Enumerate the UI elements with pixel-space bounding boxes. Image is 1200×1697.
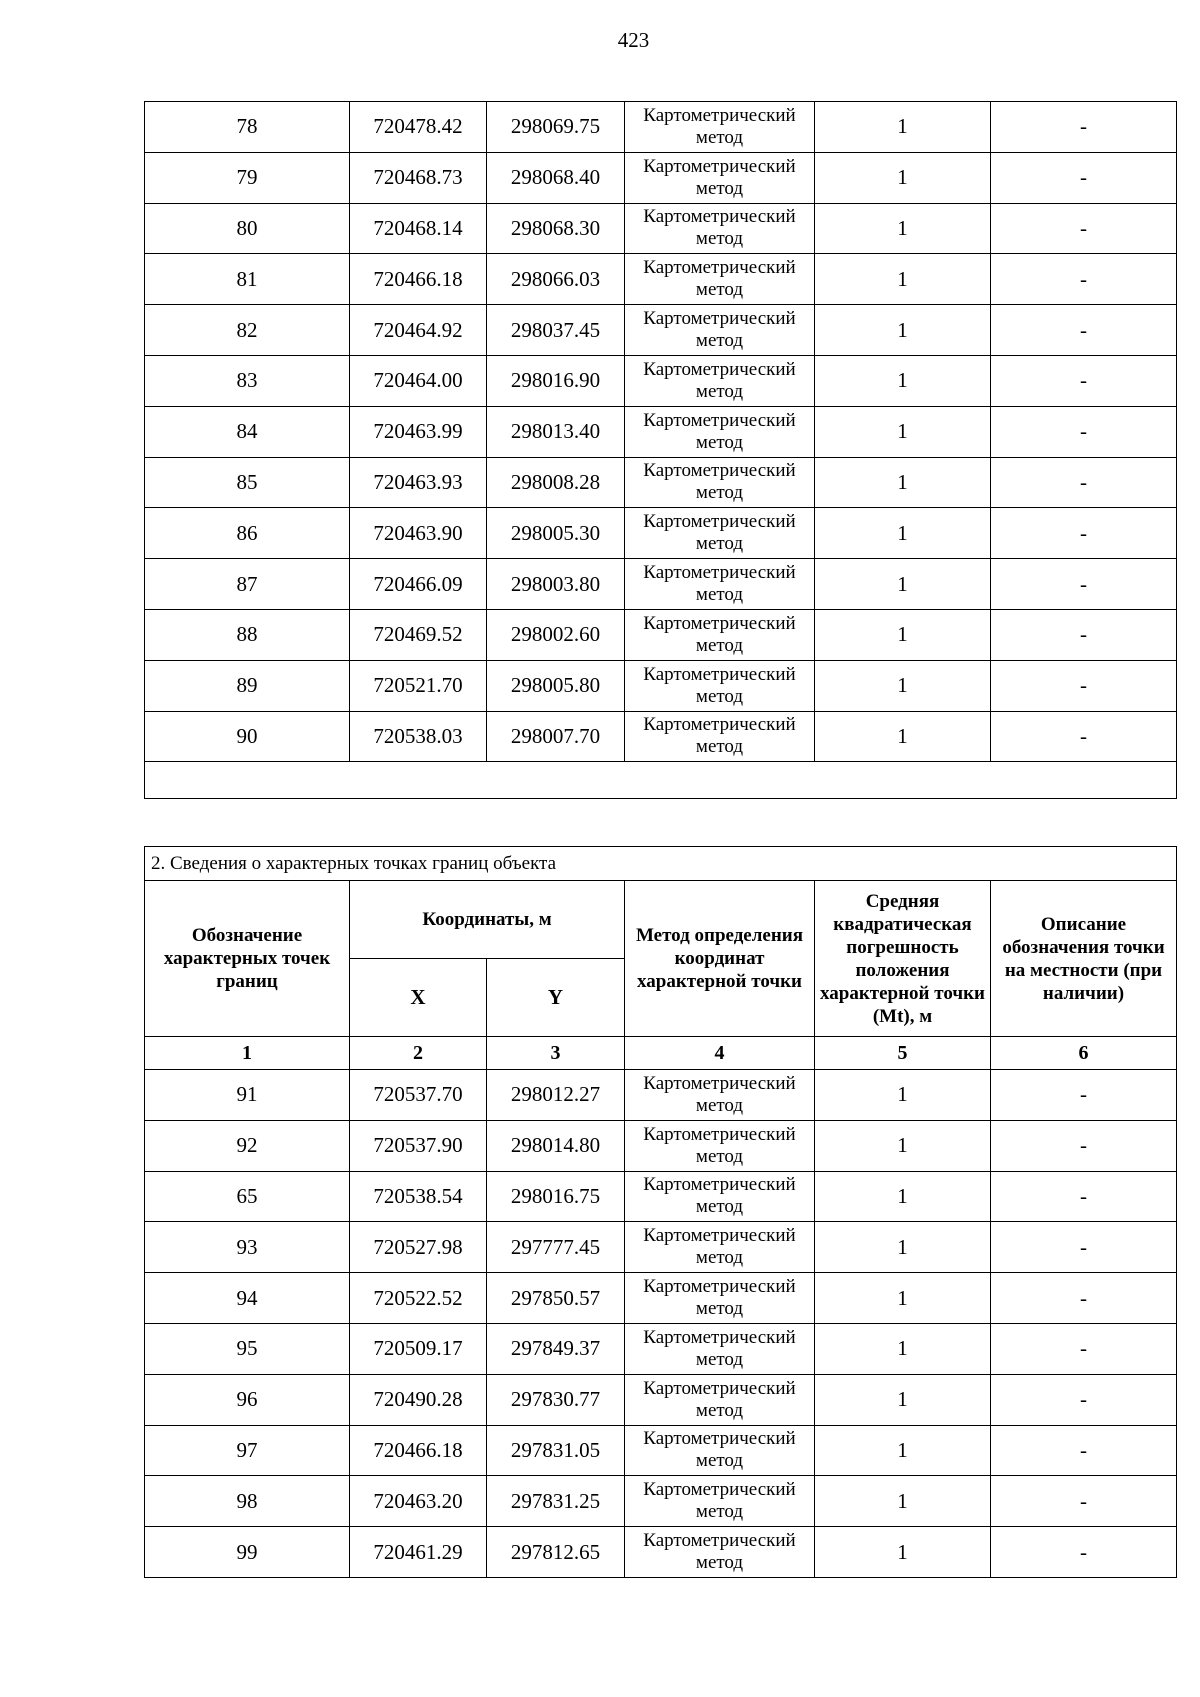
table-row — [145, 457, 1177, 508]
column-number: 1 — [145, 1037, 350, 1070]
cell-method: Картометрический метод — [625, 1527, 815, 1578]
cell-x: 720509.17 — [350, 1323, 487, 1374]
cell-x: 720463.93 — [350, 457, 487, 508]
cell-point-number: 86 — [145, 508, 350, 559]
cell-error: 1 — [815, 1425, 991, 1476]
cell-x: 720478.42 — [350, 102, 487, 153]
table-row — [145, 355, 1177, 406]
cell-error: 1 — [815, 609, 991, 660]
cell-description: - — [991, 1120, 1177, 1171]
cell-method: Картометрический метод — [625, 1323, 815, 1374]
cell-method: Картометрический метод — [625, 660, 815, 711]
cell-x: 720522.52 — [350, 1273, 487, 1324]
cell-method: Картометрический метод — [625, 609, 815, 660]
cell-point-number: 82 — [145, 305, 350, 356]
cell-error: 1 — [815, 1374, 991, 1425]
cell-point-number: 83 — [145, 355, 350, 406]
cell-x: 720463.20 — [350, 1476, 487, 1527]
cell-point-number: 65 — [145, 1171, 350, 1222]
cell-point-number: 94 — [145, 1273, 350, 1324]
header-x: X — [350, 959, 487, 1037]
cell-method: Картометрический метод — [625, 1374, 815, 1425]
cell-method: Картометрический метод — [625, 1222, 815, 1273]
cell-description: - — [991, 457, 1177, 508]
cell-x: 720538.03 — [350, 711, 487, 762]
cell-description: - — [991, 1425, 1177, 1476]
cell-error: 1 — [815, 1120, 991, 1171]
cell-error: 1 — [815, 1171, 991, 1222]
table-row — [145, 1323, 1177, 1374]
cell-error: 1 — [815, 1222, 991, 1273]
cell-point-number: 96 — [145, 1374, 350, 1425]
cell-point-number: 98 — [145, 1476, 350, 1527]
cell-y: 298008.28 — [487, 457, 625, 508]
cell-y: 297831.05 — [487, 1425, 625, 1476]
table-row — [145, 1527, 1177, 1578]
cell-description: - — [991, 559, 1177, 610]
cell-method: Картометрический метод — [625, 457, 815, 508]
column-number: 5 — [815, 1037, 991, 1070]
cell-x: 720466.18 — [350, 1425, 487, 1476]
cell-error: 1 — [815, 152, 991, 203]
cell-x: 720463.90 — [350, 508, 487, 559]
table-row — [145, 203, 1177, 254]
column-number: 4 — [625, 1037, 815, 1070]
cell-y: 298069.75 — [487, 102, 625, 153]
cell-error: 1 — [815, 508, 991, 559]
cell-description: - — [991, 1171, 1177, 1222]
table-row — [145, 711, 1177, 762]
table-row — [145, 1425, 1177, 1476]
cell-method: Картометрический метод — [625, 152, 815, 203]
cell-point-number: 79 — [145, 152, 350, 203]
table-row — [145, 406, 1177, 457]
cell-y: 298037.45 — [487, 305, 625, 356]
cell-error: 1 — [815, 1323, 991, 1374]
cell-x: 720466.18 — [350, 254, 487, 305]
cell-y: 297831.25 — [487, 1476, 625, 1527]
cell-y: 298016.75 — [487, 1171, 625, 1222]
cell-error: 1 — [815, 559, 991, 610]
cell-method: Картометрический метод — [625, 1070, 815, 1121]
cell-y: 298005.80 — [487, 660, 625, 711]
cell-y: 297849.37 — [487, 1323, 625, 1374]
cell-method: Картометрический метод — [625, 508, 815, 559]
cell-error: 1 — [815, 1273, 991, 1324]
table-row — [145, 254, 1177, 305]
cell-description: - — [991, 660, 1177, 711]
cell-description: - — [991, 406, 1177, 457]
cell-point-number: 90 — [145, 711, 350, 762]
cell-error: 1 — [815, 660, 991, 711]
cell-point-number: 91 — [145, 1070, 350, 1121]
cell-method: Картометрический метод — [625, 203, 815, 254]
cell-description: - — [991, 609, 1177, 660]
cell-point-number: 93 — [145, 1222, 350, 1273]
cell-point-number: 95 — [145, 1323, 350, 1374]
cell-description: - — [991, 508, 1177, 559]
table-row — [145, 559, 1177, 610]
cell-point-number: 89 — [145, 660, 350, 711]
cell-x: 720463.99 — [350, 406, 487, 457]
cell-x: 720527.98 — [350, 1222, 487, 1273]
cell-point-number: 78 — [145, 102, 350, 153]
cell-x: 720464.00 — [350, 355, 487, 406]
cell-error: 1 — [815, 457, 991, 508]
cell-method: Картометрический метод — [625, 1476, 815, 1527]
header-coordinates: Координаты, м — [350, 881, 625, 959]
column-number: 2 — [350, 1037, 487, 1070]
cell-y: 298014.80 — [487, 1120, 625, 1171]
cell-x: 720469.52 — [350, 609, 487, 660]
cell-error: 1 — [815, 1476, 991, 1527]
table-row — [145, 152, 1177, 203]
cell-point-number: 99 — [145, 1527, 350, 1578]
cell-description: - — [991, 152, 1177, 203]
cell-method: Картометрический метод — [625, 1171, 815, 1222]
cell-point-number: 84 — [145, 406, 350, 457]
cell-x: 720461.29 — [350, 1527, 487, 1578]
cell-y: 297777.45 — [487, 1222, 625, 1273]
boundary-points-table-continued — [144, 101, 1177, 799]
column-number: 3 — [487, 1037, 625, 1070]
table-row — [145, 508, 1177, 559]
header-y: Y — [487, 959, 625, 1037]
cell-point-number: 92 — [145, 1120, 350, 1171]
cell-description: - — [991, 102, 1177, 153]
cell-y: 297850.57 — [487, 1273, 625, 1324]
cell-description: - — [991, 1222, 1177, 1273]
cell-method: Картометрический метод — [625, 711, 815, 762]
cell-description: - — [991, 203, 1177, 254]
cell-x: 720468.14 — [350, 203, 487, 254]
cell-description: - — [991, 1374, 1177, 1425]
table-row — [145, 1120, 1177, 1171]
cell-x: 720538.54 — [350, 1171, 487, 1222]
cell-y: 298068.30 — [487, 203, 625, 254]
cell-method: Картометрический метод — [625, 559, 815, 610]
cell-x: 720521.70 — [350, 660, 487, 711]
cell-point-number: 85 — [145, 457, 350, 508]
boundary-points-table — [144, 846, 1177, 1578]
header-method: Метод определения координат характерной точки — [625, 881, 815, 1037]
cell-description: - — [991, 305, 1177, 356]
table-row — [145, 305, 1177, 356]
cell-error: 1 — [815, 711, 991, 762]
cell-y: 297812.65 — [487, 1527, 625, 1578]
cell-error: 1 — [815, 1527, 991, 1578]
cell-method: Картометрический метод — [625, 254, 815, 305]
cell-method: Картометрический метод — [625, 305, 815, 356]
table-row — [145, 660, 1177, 711]
cell-y: 297830.77 — [487, 1374, 625, 1425]
table-row — [145, 102, 1177, 153]
cell-method: Картометрический метод — [625, 1425, 815, 1476]
cell-error: 1 — [815, 102, 991, 153]
cell-description: - — [991, 1323, 1177, 1374]
empty-cell — [145, 762, 1177, 799]
cell-point-number: 80 — [145, 203, 350, 254]
cell-error: 1 — [815, 305, 991, 356]
table-title: 2. Сведения о характерных точках границ объекта — [145, 847, 1177, 881]
cell-description: - — [991, 254, 1177, 305]
cell-error: 1 — [815, 1070, 991, 1121]
cell-description: - — [991, 1273, 1177, 1324]
cell-x: 720490.28 — [350, 1374, 487, 1425]
cell-description: - — [991, 1476, 1177, 1527]
cell-y: 298002.60 — [487, 609, 625, 660]
table-row — [145, 1070, 1177, 1121]
cell-y: 298005.30 — [487, 508, 625, 559]
header-error: Средняя квадратическая погрешность положения характерной точки (Mt), м — [815, 881, 991, 1037]
cell-method: Картометрический метод — [625, 102, 815, 153]
cell-description: - — [991, 1527, 1177, 1578]
cell-error: 1 — [815, 355, 991, 406]
cell-error: 1 — [815, 254, 991, 305]
table-row — [145, 1374, 1177, 1425]
cell-x: 720466.09 — [350, 559, 487, 610]
header-designation: Обозначение характерных точек границ — [145, 881, 350, 1037]
column-number: 6 — [991, 1037, 1177, 1070]
cell-y: 298068.40 — [487, 152, 625, 203]
cell-x: 720468.73 — [350, 152, 487, 203]
cell-y: 298003.80 — [487, 559, 625, 610]
cell-point-number: 97 — [145, 1425, 350, 1476]
cell-error: 1 — [815, 406, 991, 457]
page-number: 423 — [617, 28, 650, 52]
table-row — [145, 609, 1177, 660]
cell-x: 720537.90 — [350, 1120, 487, 1171]
header-description: Описание обозначения точки на местности (при наличии) — [991, 881, 1177, 1037]
cell-point-number: 81 — [145, 254, 350, 305]
cell-description: - — [991, 355, 1177, 406]
table-row — [145, 1171, 1177, 1222]
table-row — [145, 1476, 1177, 1527]
cell-x: 720537.70 — [350, 1070, 487, 1121]
cell-description: - — [991, 1070, 1177, 1121]
table-row — [145, 1222, 1177, 1273]
cell-point-number: 87 — [145, 559, 350, 610]
cell-method: Картометрический метод — [625, 355, 815, 406]
cell-description: - — [991, 711, 1177, 762]
table-row-empty — [145, 762, 1177, 799]
cell-x: 720464.92 — [350, 305, 487, 356]
cell-point-number: 88 — [145, 609, 350, 660]
cell-y: 298007.70 — [487, 711, 625, 762]
cell-error: 1 — [815, 203, 991, 254]
cell-method: Картометрический метод — [625, 1120, 815, 1171]
cell-y: 298016.90 — [487, 355, 625, 406]
cell-method: Картометрический метод — [625, 406, 815, 457]
cell-y: 298013.40 — [487, 406, 625, 457]
cell-method: Картометрический метод — [625, 1273, 815, 1324]
table-row — [145, 1273, 1177, 1324]
cell-y: 298012.27 — [487, 1070, 625, 1121]
cell-y: 298066.03 — [487, 254, 625, 305]
